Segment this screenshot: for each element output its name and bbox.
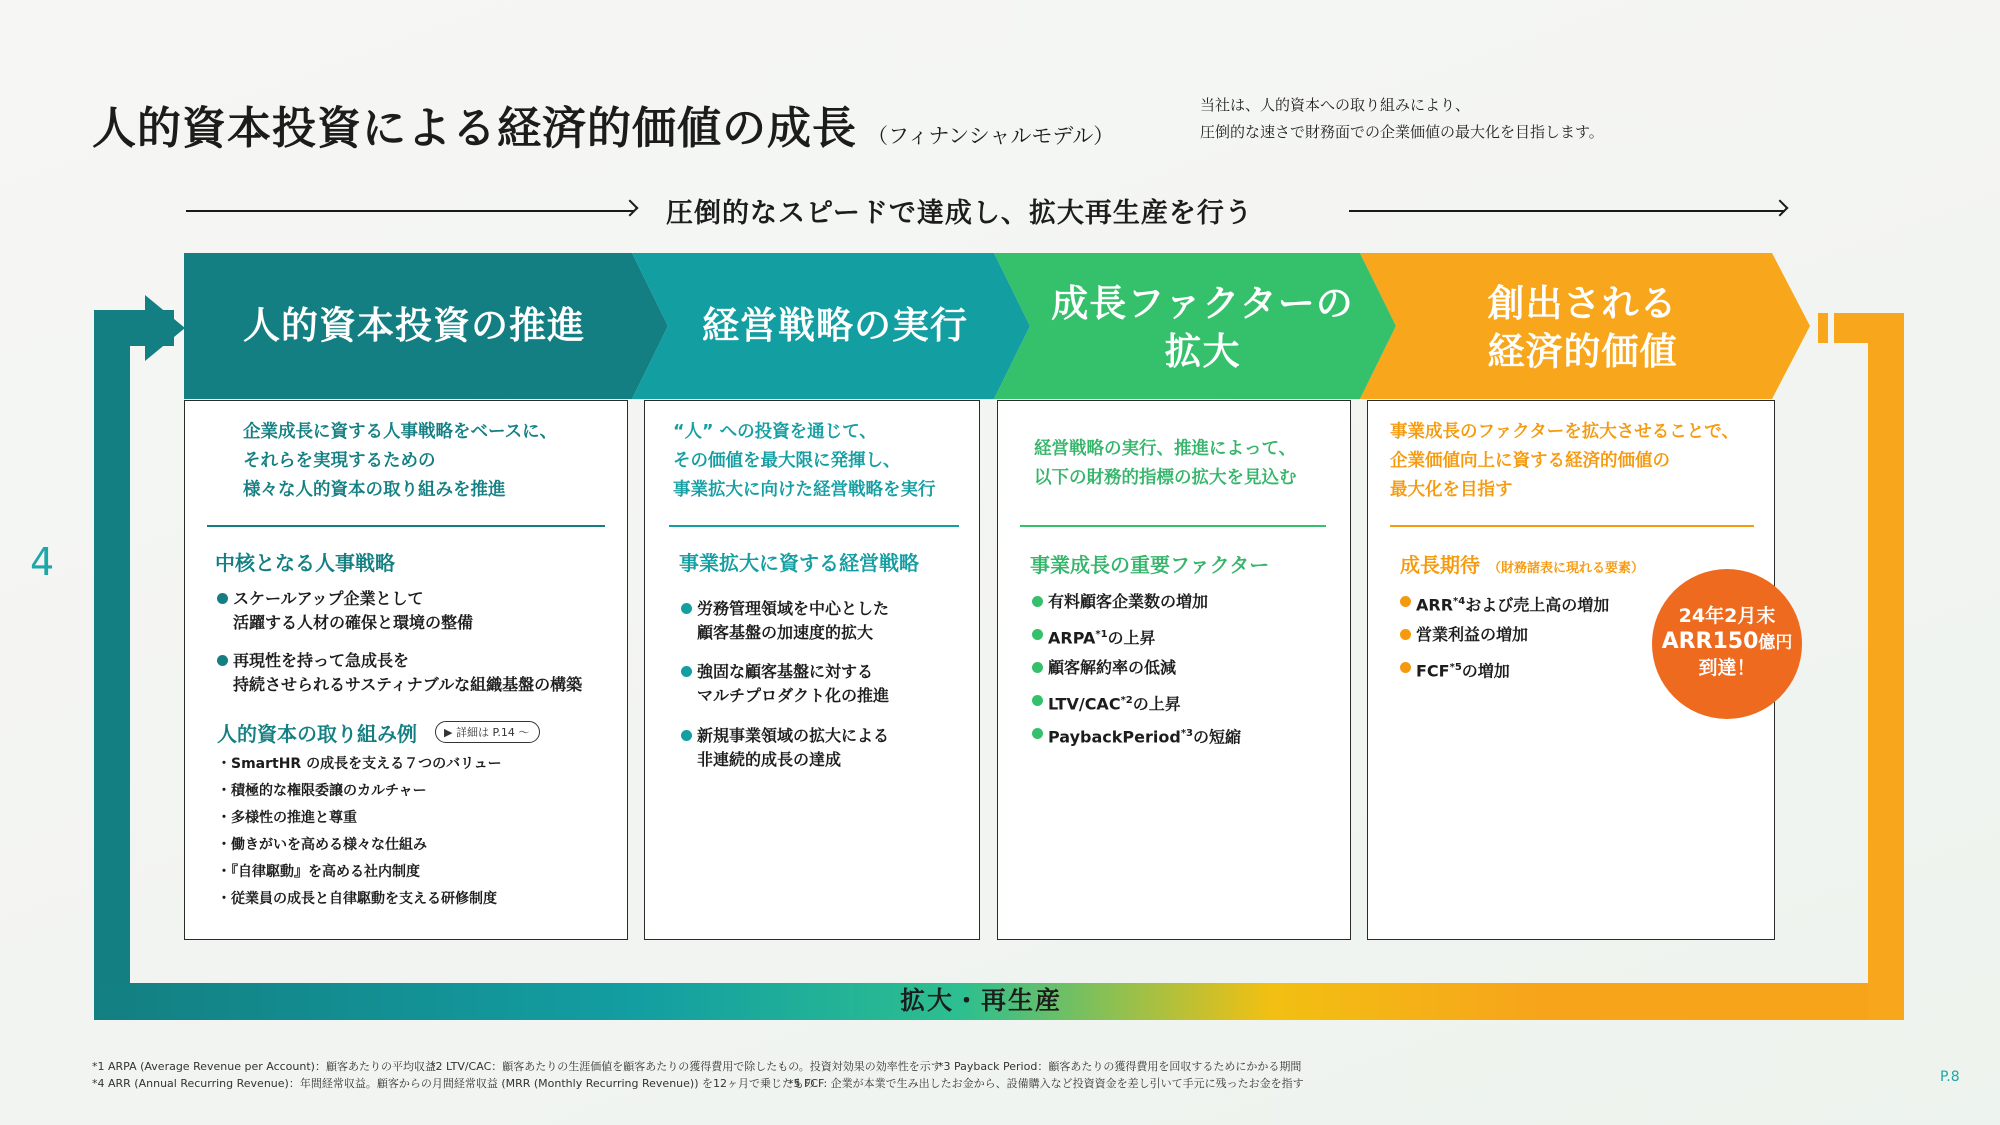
list-item: ・SmartHR の成長を支える７つのバリュー: [217, 756, 502, 772]
intro-text: 当社は、人的資本への取り組みにより、 圧倒的な速さで財務面での企業価値の最大化を目指します。: [1200, 96, 1604, 141]
bullet-dot: [1032, 629, 1043, 640]
list-item: ・積極的な権限委譲のカルチャー: [217, 783, 427, 799]
divider: [1020, 525, 1326, 527]
card-heading: 成長期待 （財務諸表に現れる要素）: [1400, 553, 1645, 577]
detail-link[interactable]: ▶ 詳細は P.14 〜: [435, 721, 540, 743]
footnote: *2 LTV/CAC：顧客あたりの生涯価値を顧客あたりの獲得費用で除したもの。投資対効果の効率性を示す: [430, 1060, 942, 1073]
list-item: ARPA$^{*1}$の上昇: [1032, 623, 1156, 650]
bullet-dot: [681, 603, 692, 614]
bullet-dot: [217, 593, 228, 604]
arr-milestone-badge: 24年2月末 ARR150億円 到達！: [1652, 569, 1802, 719]
card-lead: 経営戦略の実行、推進によって、 以下の財務的指標の拡大を見込む: [1034, 439, 1297, 488]
step-1-title: 人的資本投資の推進: [243, 304, 585, 347]
footnote: *5 FCF: 企業が本業で生み出したお金から、設備購入など投資資金を差し引いて手元に残ったお金を指す: [788, 1077, 1304, 1090]
card-lead: 事業成長のファクターを拡大させることで、 企業価値向上に資する経済的価値の 最大化を目指す: [1390, 422, 1739, 500]
loop-left-bar: [94, 320, 130, 1020]
step-3-title: 成長ファクターの 拡大: [1051, 282, 1354, 373]
bullet-dot: [681, 666, 692, 677]
card-growth-factors: [997, 400, 1351, 940]
banner-text: 圧倒的なスピードで達成し、拡大再生産を行う: [666, 198, 1253, 229]
card-lead: 企業成長に資する人事戦略をベースに、 それらを実現するための 様々な人的資本の取り組みを推進: [243, 422, 558, 500]
card-heading: 事業拡大に資する経営戦略: [679, 551, 919, 575]
divider: [669, 525, 959, 527]
bullet-dot: [1400, 596, 1411, 607]
list-item: ・『自律駆動』を高める社内制度: [217, 864, 420, 880]
list-item: スケールアップ企業として 活躍する人材の確保と環境の整備: [217, 587, 473, 635]
footnote: *3 Payback Period：顧客あたりの獲得費用を回収するためにかかる期間: [938, 1060, 1302, 1073]
card-management-strategy: [644, 400, 980, 940]
card-heading-examples: 人的資本の取り組み例: [217, 722, 417, 746]
bullet-dot: [1032, 662, 1043, 673]
bullet-dot: [217, 655, 228, 666]
bullet-dot: [1400, 662, 1411, 673]
bullet-dot: [1032, 695, 1043, 706]
card-lead: “人” への投資を通じて、 その価値を最大限に発揮し、 事業拡大に向けた経営戦略を実行: [673, 422, 936, 500]
examples-list: [217, 751, 502, 913]
list-item: 有料顧客企業数の増加: [1032, 590, 1208, 614]
page-number: P.8: [1940, 1069, 1960, 1085]
step-2-title: 経営戦略の実行: [702, 304, 968, 347]
card-heading: 中核となる人事戦略: [215, 551, 395, 575]
loop-label: 拡大・再生産: [900, 986, 1063, 1015]
list-item: ・働きがいを高める様々な仕組み: [217, 837, 427, 853]
footnote: *1 ARPA (Average Revenue per Account)：顧客あたりの平均収益: [92, 1060, 436, 1073]
list-item: 営業利益の増加: [1400, 623, 1528, 647]
footnote: *4 ARR (Annual Recurring Revenue)：年間経常収益。顧客からの月間経常収益 (MRR (Monthly Recurring Revenue)) を12ヶ月で乗じたもの: [92, 1077, 815, 1090]
page-title: 人的資本投資による経済的価値の成長 （フィナンシャルモデル）: [92, 103, 1115, 154]
list-item: LTV/CAC$^{*2}$の上昇: [1032, 689, 1181, 716]
bullet-dot: [681, 730, 692, 741]
divider: [1390, 525, 1754, 527]
list-item: 労務管理領域を中心とした 顧客基盤の加速度的拡大: [681, 597, 889, 645]
bullet-dot: [1032, 728, 1043, 739]
list-item: ・多様性の推進と尊重: [217, 810, 357, 826]
bullet-dot: [1032, 596, 1043, 607]
bullet-dot: [1400, 629, 1411, 640]
list-item: FCF$^{*5}$の増加: [1400, 656, 1510, 683]
side-number: 4: [30, 540, 55, 584]
heading-note: （財務諸表に現れる要素）: [1488, 561, 1645, 576]
card-heading: 事業成長の重要ファクター: [1030, 553, 1270, 577]
list-item: 新規事業領域の拡大による 非連続的成長の達成: [681, 724, 889, 772]
list-item: PaybackPeriod$^{*3}$の短縮: [1032, 722, 1241, 749]
list-item: 再現性を持って急成長を 持続させられるサスティナブルな組織基盤の構築: [217, 649, 582, 697]
list-item: 強固な顧客基盤に対する マルチプロダクト化の推進: [681, 660, 889, 708]
card-human-capital: [184, 400, 628, 940]
divider: [207, 525, 605, 527]
list-item: ・従業員の成長と自律駆動を支える研修制度: [217, 891, 497, 907]
page-subtitle: （フィナンシャルモデル）: [867, 124, 1115, 148]
list-item: 顧客解約率の低減: [1032, 656, 1176, 680]
step-4-title: 創出される 経済的価値: [1487, 282, 1678, 373]
list-item: ARR$^{*4}$および売上高の増加: [1400, 590, 1609, 617]
